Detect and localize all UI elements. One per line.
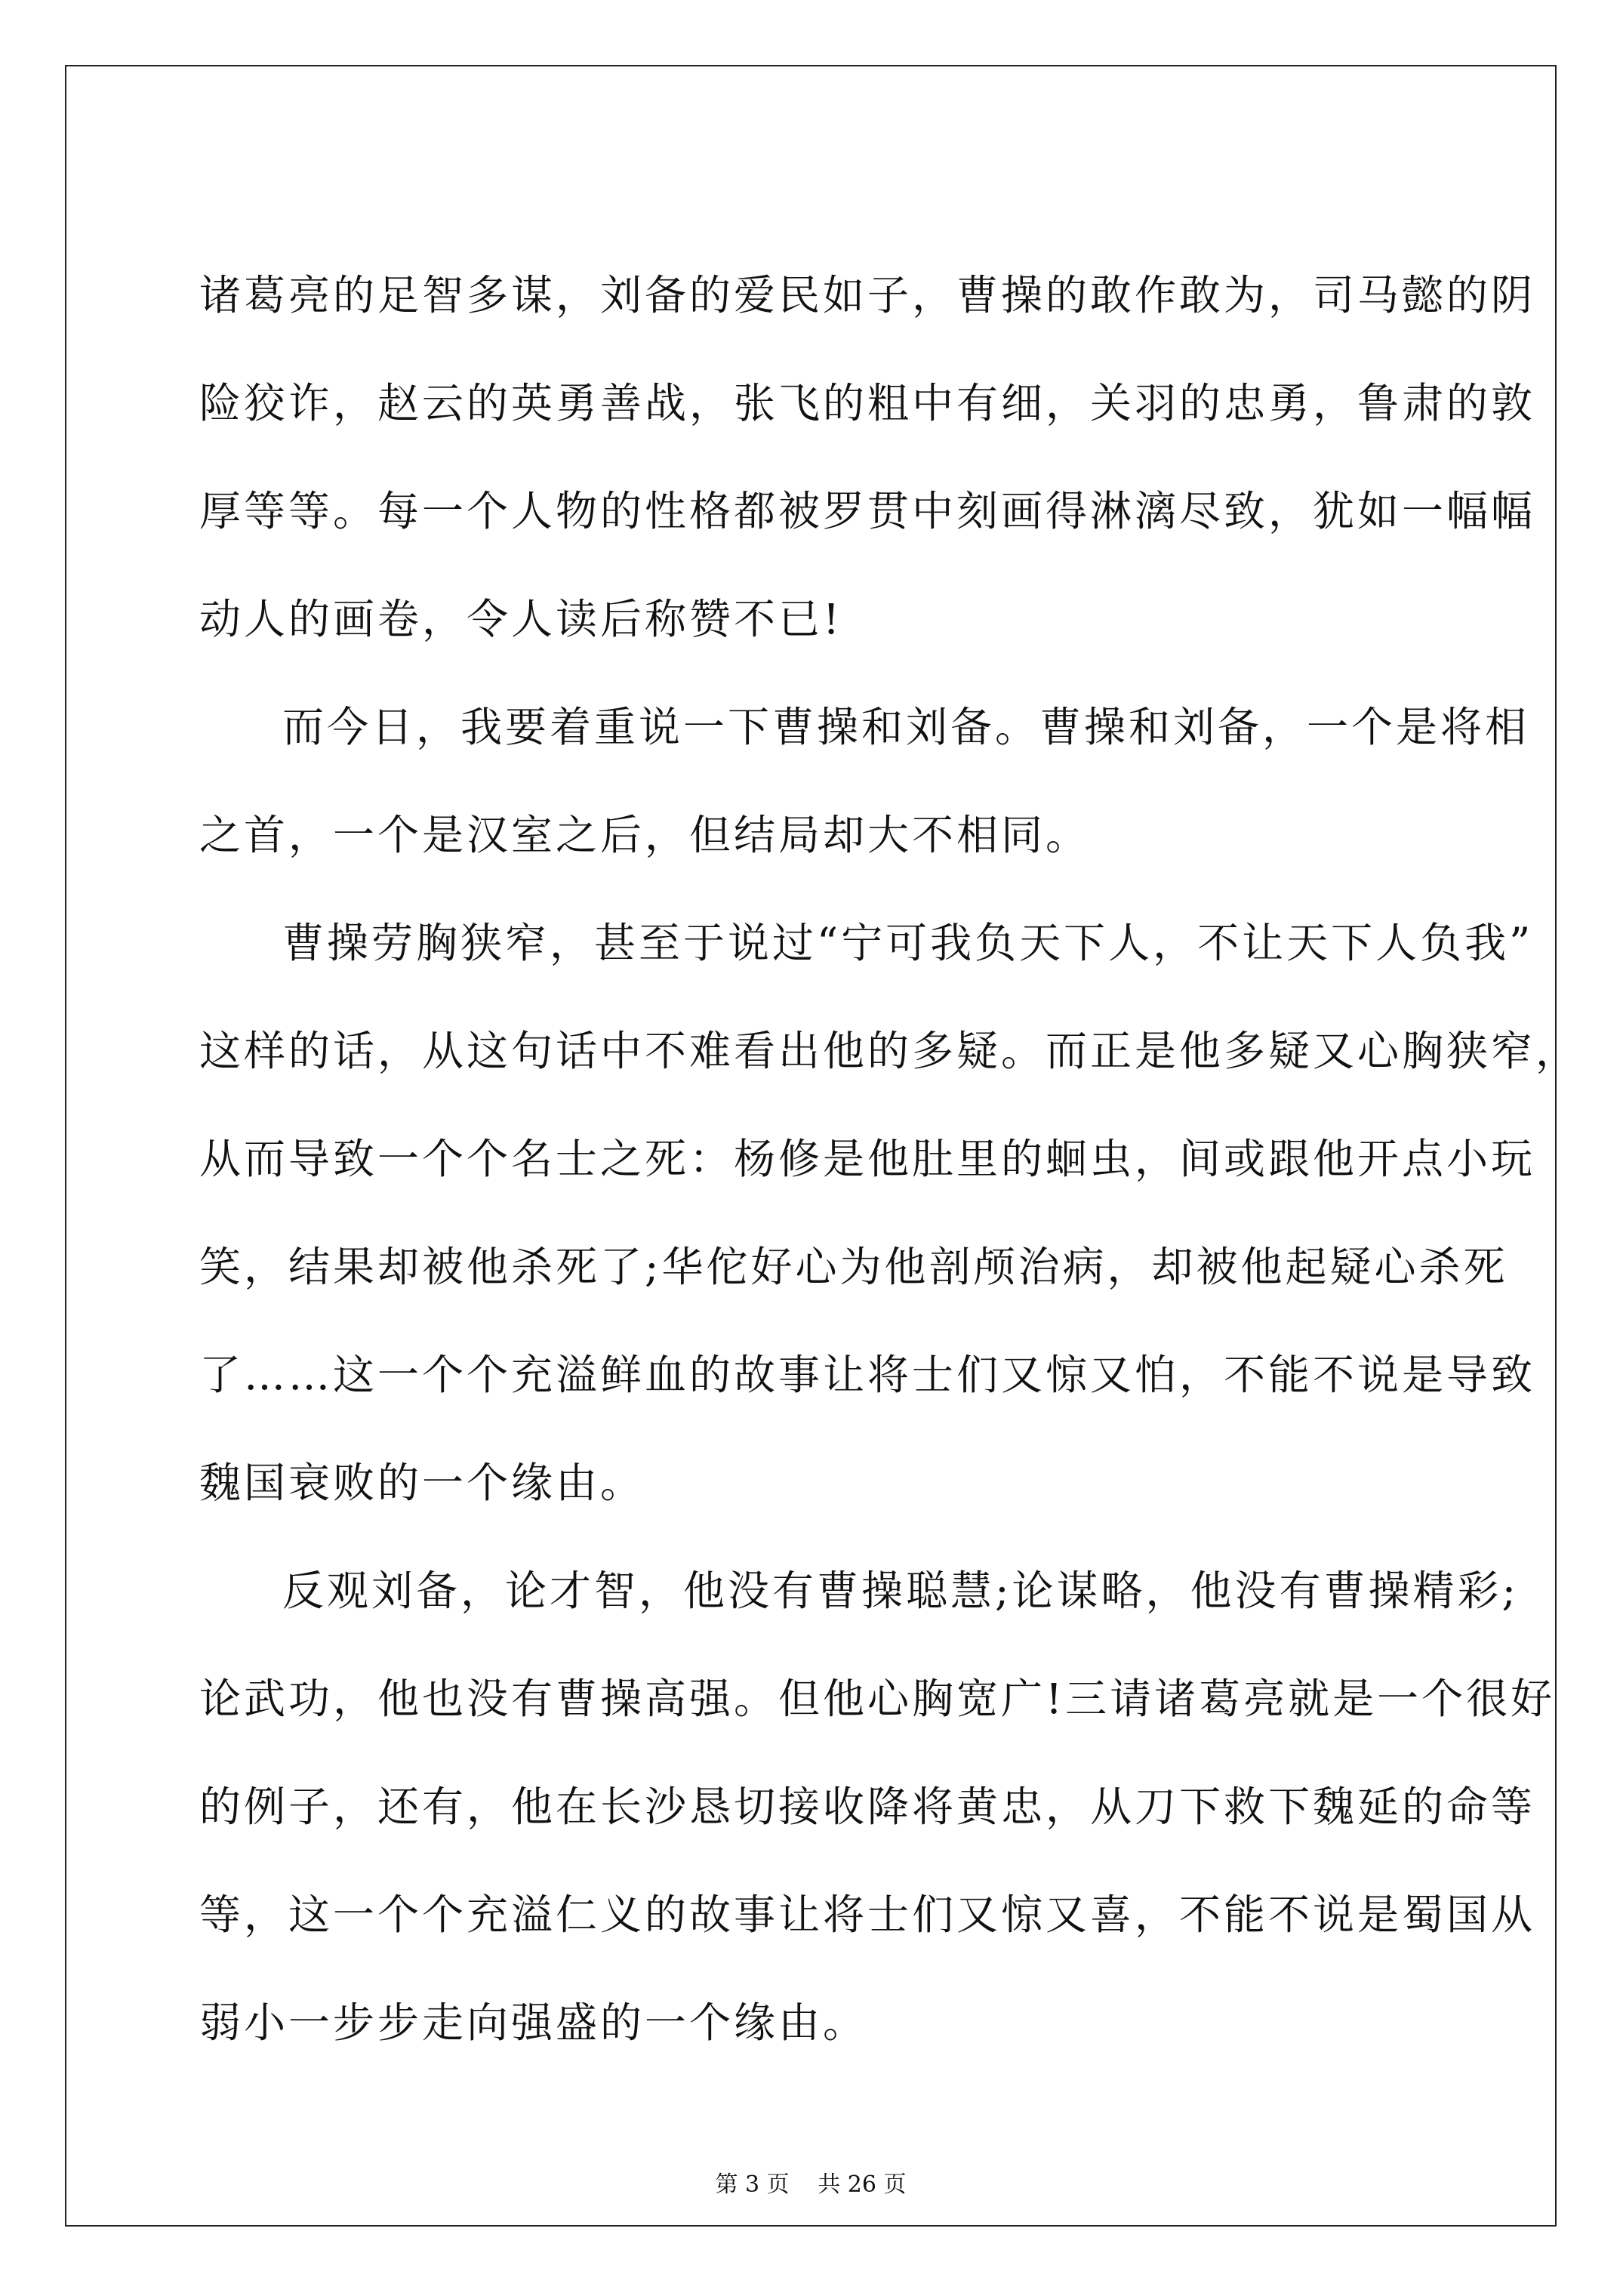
paragraph-1 bbox=[199, 242, 1536, 673]
text-line: 笑，结果却被他杀死了;华佗好心为他剖颅治病，却被他起疑心杀死 bbox=[199, 1243, 1508, 1291]
text-line: 诸葛亮的足智多谋，刘备的爱民如子，曹操的敢作敢为，司马懿的阴 bbox=[199, 271, 1536, 319]
page-frame bbox=[65, 65, 1581, 2227]
text-line: 曹操劳胸狭窄，甚至于说过“宁可我负天下人，不让天下人负我” bbox=[282, 919, 1534, 967]
page-number: 第 3 页 bbox=[715, 2171, 790, 2198]
text-line: 动人的画卷，令人读后称赞不已! bbox=[199, 595, 843, 643]
text-line: 险狡诈，赵云的英勇善战，张飞的粗中有细，关羽的忠勇，鲁肃的敦 bbox=[199, 379, 1536, 427]
text-line: 之首，一个是汉室之后，但结局却大不相同。 bbox=[199, 811, 1091, 859]
paragraph-2 bbox=[199, 673, 1530, 889]
text-line: 从而导致一个个名士之死：杨修是他肚里的蛔虫，间或跟他开点小玩 bbox=[199, 1135, 1536, 1183]
text-line: 了……这一个个充溢鲜血的故事让将士们又惊又怕，不能不说是导致 bbox=[199, 1351, 1536, 1399]
text-line: 等，这一个个充溢仁义的故事让将士们又惊又喜，不能不说是蜀国从 bbox=[199, 1891, 1536, 1939]
text-line: 这样的话，从这句话中不难看出他的多疑。而正是他多疑又心胸狭窄， bbox=[199, 1027, 1581, 1075]
top-spacer bbox=[199, 66, 1498, 242]
page-footer bbox=[66, 2165, 1555, 2199]
document-body bbox=[199, 66, 1581, 2077]
text-line: 而今日，我要着重说一下曹操和刘备。曹操和刘备，一个是将相 bbox=[282, 703, 1530, 751]
text-line: 反观刘备，论才智，他没有曹操聪慧;论谋略，他没有曹操精彩; bbox=[282, 1567, 1520, 1615]
paragraph-3 bbox=[199, 889, 1581, 1537]
text-line: 厚等等。每一个人物的性格都被罗贯中刻画得淋漓尽致，犹如一幅幅 bbox=[199, 487, 1536, 535]
text-line: 的例子，还有，他在长沙恳切接收降将黄忠，从刀下救下魏延的命等 bbox=[199, 1783, 1536, 1831]
text-line: 论武功，他也没有曹操高强。但他心胸宽广!三请诸葛亮就是一个很好 bbox=[199, 1675, 1556, 1723]
total-pages: 共 26 页 bbox=[818, 2171, 907, 2198]
text-line: 弱小一步步走向强盛的一个缘由。 bbox=[199, 1999, 868, 2047]
paragraph-4 bbox=[199, 1537, 1556, 2077]
text-line: 魏国衰败的一个缘由。 bbox=[199, 1459, 645, 1507]
